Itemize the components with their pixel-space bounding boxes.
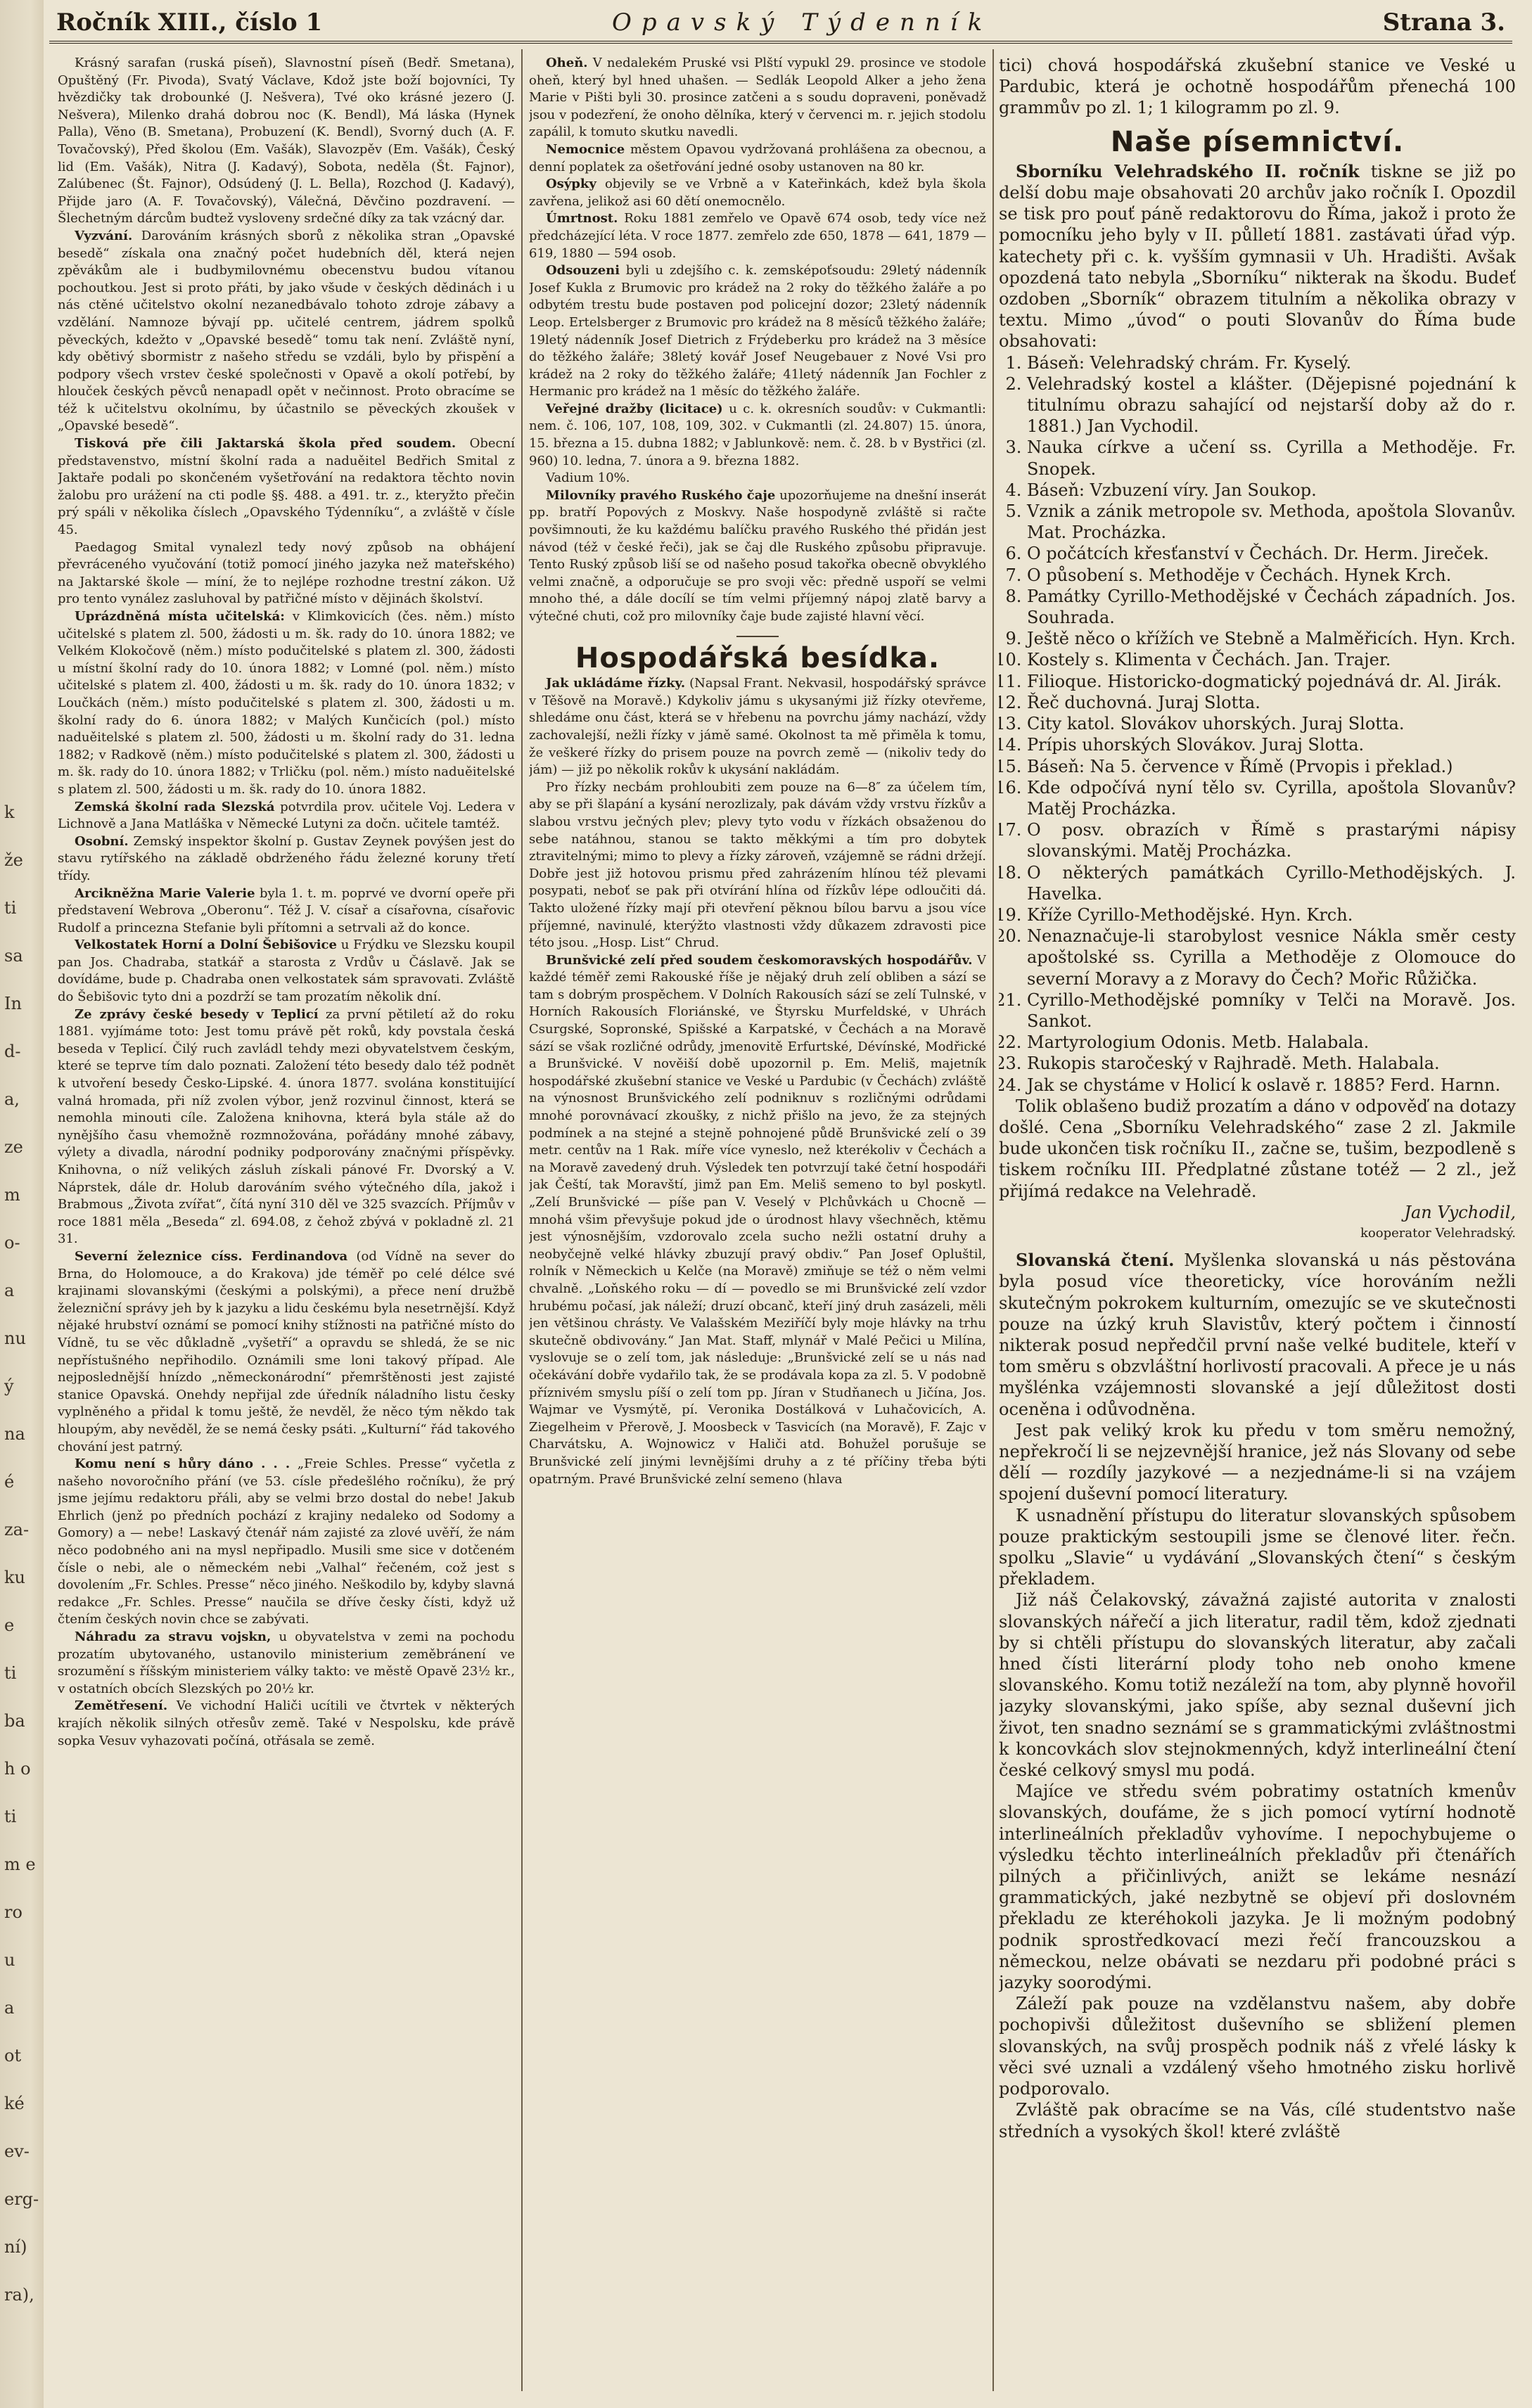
- article-heading: Osobní.: [75, 833, 129, 849]
- article: [58, 1629, 515, 1698]
- volume-issue: Ročník XIII., číslo 1: [56, 8, 323, 37]
- article: [529, 470, 986, 487]
- article-heading: Jak ukládáme řízky.: [546, 676, 686, 691]
- contents-item: 9. Ještě něco o křížích ve Stebně a Malměřicích. Hyn. Krch.: [1027, 628, 1516, 649]
- article-slovanska: [999, 1250, 1516, 2142]
- article-heading: Nemocnice: [546, 141, 625, 157]
- left-margin-strip: [0, 0, 44, 2408]
- article: [58, 608, 515, 799]
- margin-fragment: že: [4, 850, 23, 870]
- article-text: u Frýdku ve Slezsku koupil pan Jos. Chadraba, statkář a starosta z Vrdův u Čáslavě. Jak se dovídáme, bude p. Chadraba onen velkostatek sám spravovati. Zvláště do Šebišovic tyto dni a pozdrží se tam prozatím několik dní.: [58, 937, 515, 1005]
- margin-fragment: o-: [4, 1233, 20, 1253]
- article-text: V nedalekém Pruské vsi Plští vypukl 29. prosince ve stodole oheň, který byl hned uhašen. — Sedlák Leopold Alker a jeho žena Marie v Pišti byli 30. prosince zatčeni a s soudu dopraveni, poněvadž jsou v podezření, že onoho dělníka, který v červenci m. r. jejich stodolu zapálil, k tomuto skutku navedli.: [529, 56, 986, 140]
- article-text: potvrdila prov. učitele Voj. Ledera v Lichnově a Jana Matláška v Německé Lutyni za dočn. učitele tamtéž.: [58, 799, 515, 832]
- article-text: tiskne se již po delší dobu maje obsahovati 20 archův jako ročník I. Opozdil se tisk pro pouť páně redaktorovu do Říma, jakož i proto že pomocníku jeho byly v II. půlletí 1881. zastávati úřad výp. katechety při c. k. vyšším gymnasii v Uh. Hradišti. Avšak opozdená tato nebyla „Sborníku“ nikterak na škodu. Budeť ozdoben „Sborník“ obrazem titulním a několika obrazy v textu. Mimo „úvod“ o pouti Slovanův do Říma bude obsahovati:: [999, 161, 1516, 352]
- article-text: v Klimkovicích (čes. něm.) místo učitelské s platem zl. 500, žádosti u m. šk. rady do 10. února 1882; ve Velkém Klokočově (něm.) místo podučitelské s platem zl. 300, žádosti u místní školní rady do 10. února 1882; v Lomné (pol. něm.) místo učitelské s platem zl. 400, žádosti u m. šk. rady do 10. února 1832; v Loučkách (něm.) místo podučitelské s platem zl. 300, žádosti u m. školní rady do 6. února 1882; v Malých Kunčicích (pol.) místo naduěitelské s platem zl. 500, žádosti u m. školní rady do 31. ledna 1882; v Radkově (něm.) místo podučitelské s platem zl. 300, žádosti u m. šk. rady do 10. února 1882; v Trličku (pol. něm.) místo naduěitelské s platem zl. 500, žádosti u m. šk. rady do 10. února 1882.: [58, 609, 515, 797]
- margin-fragment: ro: [4, 1902, 23, 1922]
- contents-item: 2. Velehradský kostel a klášter. (Dějepisné pojednání k titulnímu obrazu sahající od nejstarší doby až do r. 1881.) Jan Vychodil.: [1027, 373, 1516, 437]
- contents-item: 8. Památky Cyrillo-Methodějské v Čechách západních. Jos. Souhrada.: [1027, 586, 1516, 628]
- margin-fragment: a,: [4, 1089, 20, 1109]
- article-text: byla 1. t. m. poprvé ve dvorní opeře při představení Webrova „Oberonu“. Též J. V. císař a císařovna, císařovic Rudolf a princezna Stefanie byli přítomni a setrvali až do konce.: [58, 885, 515, 935]
- article: [529, 675, 986, 779]
- margin-fragment: ra),: [4, 2285, 34, 2305]
- contents-item: 23. Rukopis staročeský v Rajhradě. Meth. Halabala.: [1027, 1053, 1516, 1074]
- article-text: Jest pak veliký krok ku předu v tom směru nemožný, nepřekročí li se nejzevnější hranice, jež nás Slovany od sebe dělí — rozdíly jazykové — a nezjednáme-li si na vzájem spojení duševní pomocí literatury.: [999, 1420, 1516, 1504]
- article-text: u obyvatelstva v zemi na pochodu prozatím ubytovaného, ustanovilo ministerium zeměbránení ve srozumění s říšským ministeriem války takto: ve městě Opavě 23½ kr., v ostatních obcích Slezských po 20½ kr.: [58, 1629, 515, 1696]
- contents-item: 18. O některých památkách Cyrillo-Methodějských. J. Havelka.: [1027, 862, 1516, 904]
- margin-fragment: nu: [4, 1328, 26, 1348]
- margin-fragment: m e: [4, 1855, 36, 1874]
- margin-fragment: na: [4, 1424, 25, 1444]
- article: [529, 779, 986, 952]
- article: [58, 1006, 515, 1248]
- margin-fragment: ti: [4, 1807, 17, 1826]
- separator: [736, 636, 779, 637]
- margin-fragment: a: [4, 1998, 15, 2018]
- margin-fragment: e: [4, 1615, 15, 1635]
- margin-fragment: ní): [4, 2237, 27, 2257]
- article-heading: Arcikněžna Marie Valerie: [75, 885, 255, 901]
- margin-fragment: In: [4, 994, 22, 1013]
- article: [529, 952, 986, 1488]
- article-heading: Tisková pře čili Jaktarská škola před soudem.: [75, 436, 457, 452]
- margin-fragment: za-: [4, 1520, 30, 1539]
- contents-item: 1. Báseň: Velehradský chrám. Fr. Kyselý.: [1027, 352, 1516, 373]
- article: [58, 1698, 515, 1750]
- article: [529, 262, 986, 401]
- margin-fragment: u: [4, 1950, 15, 1970]
- margin-fragment: ze: [4, 1137, 23, 1157]
- article-heading: Ze zprávy české besedy v Teplicí: [75, 1006, 319, 1022]
- contents-item: 5. Vznik a zánik metropole sv. Methoda, apoštola Slovanův. Mat. Procházka.: [1027, 501, 1516, 543]
- article-heading: Uprázdněná místa učitelská:: [75, 609, 285, 624]
- article-text: Roku 1881 zemřelo ve Opavě 674 osob, tedy více než předcházející léta. V roce 1877. zemřelo zde 650, 1878 — 641, 1879 — 619, 1880 — 594 osob.: [529, 211, 986, 261]
- article-heading: Úmrtnost.: [546, 211, 618, 226]
- article: [58, 228, 515, 435]
- contents-item: 24. Jak se chystáme v Holicí k oslavě r. 1885? Ferd. Harnn.: [1027, 1075, 1516, 1096]
- page-header: [49, 4, 1512, 44]
- margin-fragment: é: [4, 1472, 15, 1492]
- section-heading: Naše písemnictví.: [1110, 125, 1405, 158]
- margin-fragment: m: [4, 1185, 20, 1205]
- article-text: Již náš Čelakovský, závažná zajisté autorita v znalosti slovanských nářečí a jich literatur, radil těm, kdož zjednati by si chtěli přístupu do slovanských literatur, aby začali hned čísti literární plody toho neb onoho kmene slovanského. Komu totiž nezáleží na tom, aby plynně hovořil jazyky slovanskými, jako spíše, aby seznal duševní jich život, ten snadno seznámí se s grammatickými zvláštnostmi k koncovkách slov stejnokmenných, když interlineální čtení české celkový smysl mu podá.: [999, 1590, 1516, 1781]
- contents-item: 20. Nenaznačuje-li starobylost vesnice Nákla směr cesty apoštolské ss. Cyrilla a Methoděje z Olomouce do severní Moravy a z Moravy do Čech? Mořic Růžička.: [1027, 926, 1516, 990]
- article-text: (Napsal Frant. Nekvasil, hospodářský správce v Těšově na Moravě.) Kdykoliv jámu s ukysanými již řízky otevřeme, shledáme onu část, která se v hřebenu na povrchu jámy nachází, vždy zachovalejší, nežli řízky v jámě samé. Okolnost ta mě přiměla k tomu, že veškeré řízky do prisem pouze na povrch země — (nikoliv tedy do jám) — již po několik rokův k ukysání nakládám.: [529, 676, 986, 778]
- article: [529, 401, 986, 470]
- contents-item: 6. O počátcích křesťanství v Čechách. Dr. Herm. Jireček.: [1027, 543, 1516, 564]
- article-text: Darováním krásných sborů z několika stran „Opavské besedě“ získala ona značný počet hudebních děl, která nejen zpěvákům ale i budbymilovnému obecenstvu budou vítanou pochoutkou. Jest si proto přáti, by jako všude v českých dědinách i u nás ctěné učitelstvo okolní nezanedbávalo tohoto zdroje zábavy a vzdělání. Namnoze bývají pp. učitelé centrem, jádrem spolků pěveckých, kdežto v „Opavské besedě“ tomu tak není. Zvláště nyní, kdy obětivý sbormistr z našeho středu se vzdáli, bylo by přispění a podpory všech vrstev české společnosti v Opavě a okolí potřebí, by hlouček českých pěvců nenapadl opět v nečinnost. Proto obracíme se též k učitelstvu okolnímu, by účastnilo se pěveckých zkoušek v „Opavské besedě“.: [58, 228, 515, 434]
- article-text: Krásný sarafan (ruská píseň), Slavnostní píseň (Bedř. Smetana), Opuštěný (Fr. Pivoda), Svatý Václave, Kdož jste boží bojovníci, Ty hvězdičky tak drobounké (J. Nešvera), Tvé oko krásné jezero (J. Nešvera), Milenko drahá dobrou noc (K. Bendl), Má láska (Hynek Palla), Věno (B. Smetana), Probuzení (K. Bendl), Svorný duch (A. F. Tovačovský), Před školou (Em. Vašák), Slavozpěv (Em. Vašák), Český lid (Em. Vašák), Nitra (J. Kadavý), Sobota, neděla (Št. Fajnor), Zalúbenec (Št. Fajnor), Odsúdený (J. L. Bella), Rozchod (J. Kadavý), Přijde jaro (A. F. Tovačovský), Válečná, Děvčino pozdravení. — Šlechetným dárcům budtež vysloveny srdečné díky za tak vzácný dar.: [58, 56, 515, 226]
- article-sbornik: [999, 161, 1516, 352]
- page-number: Strana 3.: [1382, 8, 1505, 37]
- margin-fragment: k: [4, 802, 15, 822]
- article-heading: Zemětřesení.: [75, 1698, 168, 1714]
- contents-item: 15. Báseň: Na 5. července v Římě (Prvopis i překlad.): [1027, 756, 1516, 777]
- margin-fragment: ev-: [4, 2141, 30, 2161]
- article-heading: Veřejné dražby (licitace): [546, 401, 723, 416]
- margin-fragment: ti: [4, 1663, 17, 1683]
- column-rule: [521, 49, 523, 2391]
- article-heading: Oheň.: [546, 56, 588, 70]
- article-text: za první pětiletí až do roku 1881. vyjímáme toto: Jest tomu právě pět roků, kdy povstala česká beseda v Teplicí. Čilý ruch zavládl tehdy mezi obyvatelstvem českým, které se teprve tím dalo poznati. Založení této besedy dalo též podnět k utvoření besedy Česko-Lipské. 4. února 1877. svolána konstituijící valná hromada, při níž zvolen výbor, jenž rozvinul činnost, která se nemohla minouti cíle. Založena knihovna, která byla stále až do nynějšího času vhemožně rozmnožována, pořádány mnohé zábavy, výlety a divadla, národní podniky podporovány značnými příspěvky. Knihovna, o níž velikých zásluh získali pánové Fr. Dvorský a V. Náprstek, dále dr. Holub darováním svého výtečného díla, jakož i Brabmous „Života zvířat“, čítá nyní 310 děl ve 325 svazcích. Příjmův v roce 1881 měla „Beseda“ zl. 694.08, z čehož zbývá v pokladně zl. 21 31.: [58, 1006, 515, 1247]
- article: [58, 937, 515, 1006]
- article-text: V každé téměř zemi Rakouské říše je nějaký druh zelí obliben a sází se tam s dobrým prospěchem. V Dolních Rakousích sází se zelí Tulnské, v Horních Rakousích Floriánské, ve Štyrsku Murfeldské, v Uhrách Csurgské, Sopronské, Spišské a Karpatské, v Čechách a na Moravě sází se však rozličné odrůdy, jmenovitě Erfurtské, Dévínské, Modřické a Brunšvické. V nověiší době upozornil p. Em. Meliš, majetník hospodářské zkušební stanice ve Veské u Pardubic (v Čechách) zvláště na výnosnost Brunšvického zelí podniknuv s rozličnými odrůdami mnohé porovnávací zkoušky, z nichž přišlo na jevo, že za stejných podmínek a na stejné a stejně pohnojené půdě Brunšvické zelí o 39 metr. centův na 1 Rak. míře více vyneslo, než kterékoliv v Čechách a na Moravě zavedený druh. Výsledek ten potvrzují také četní hospodáři jak Čeští, tak Moravští, jimž pan Em. Meliš semeno to byl poskytl. „Zelí Brunšvické — píše pan V. Veselý v Plchůvkách u Chocně — mnohá všim převyšuje pokud jde o úrodnost hlavy všechněch, ktěmu jest výnosnějším, vzdorovalo zcela sucho nežli ostatní druhy a neobyčejně velké hlávky zbuzují pravý obdiv.“ Pan Josef Opluštil, rolník v Německich u Kelče (na Moravě) zmiňuje se též o něm velmi chvalně. „Loňského roku — dí — povedlo se mi Brunšvické zelí vzdor hrubému počasí, jak náleží; druzí obcanč, kteří jiný druh zasázeli, měli jen většinou chrásty. Ve Valašském Meziříčí byly moje hlávky na trhu skutečně obdivovány.“ Jan Mat. Staff, mlynář v Malé Pečici u Milína, vyslovuje se o zelí tom, jak následuje: „Brunšvické zelí se u nás nad očekávání dobře vydařilo tak, že se prodávala kopa za zl. 5. V podobně příznivém smyslu píší o zelí tom pp. Jíran v Studňanech u Jičína, Jos. Wajmar ve Vysmýtě, pí. Veronika Dostálková v Luhačovicích, A. Ziegelheim v Přerově, J. Moosbeck v Tasvicích (na Moravě), F. Zajc v Charvátsku, A. Wojnowicz v Haliči atd. Bohužel porušuje se Brunšvické zelí jinými levnějšími druhy a z té příčiny třeba býti opatrným. Pravé Brunšvické zelní semeno (hlava: [529, 952, 986, 1487]
- article-heading: Milovníky pravého Ruského čaje: [546, 487, 776, 503]
- article-text: Majíce ve středu svém pobratimy ostatních kmenův slovanských, doufáme, že s jich pomocí vytírní hodnotě interlineálních překladův vyhovíme. I nepochybujeme o výsledku těchto interlineálních překladův při čtenářích pilných a přičinlivých, anižt se lekáme nesnází grammatických, jaké nezbytně se objeví při doslovném překladu ze kteréhokoli jazyka. Je li možným podobný podnik sprostředkovací mezi řečí francouzskou a německou, nelze obávati se nezdaru při podobné práci s jazyky soorodými.: [999, 1781, 1516, 1993]
- article: [58, 833, 515, 885]
- margin-fragment: erg-: [4, 2189, 39, 2209]
- article-heading: Velkostatek Horní a Dolní Šebišovice: [75, 937, 337, 953]
- article-text: Zvláště pak obracíme se na Vás, cílé studentstvo naše středních a vysokých škol! které zvláště: [999, 2100, 1516, 2141]
- column-3: [999, 55, 1516, 2397]
- contents-item: 21. Cyrillo-Methodějské pomníky v Telči na Moravě. Jos. Sankot.: [1027, 990, 1516, 1032]
- article: [529, 210, 986, 262]
- contents-item: 22. Martyrologium Odonis. Metb. Halabala.: [1027, 1032, 1516, 1053]
- article: [58, 1456, 515, 1629]
- article: [529, 487, 986, 626]
- article-heading: Slovanská čtení.: [1016, 1250, 1175, 1271]
- margin-fragment: d-: [4, 1042, 21, 1061]
- article-heading: Komu není s hůry dáno . . .: [75, 1456, 291, 1472]
- article-continuation: tici) chová hospodářská zkušební stanice ve Veské u Pardubic, která je ochotně hospodářům přenechá 100 grammův po zl. 1; 1 kilogramm po zl. 9.: [999, 56, 1516, 118]
- article-text: Ve vichodní Haliči ucítili ve čtvrtek v některých krajích několik silných otřesův země. Také v Nespolsku, kde právě sopka Vesuv vyhazovati počíná, otřásala se země.: [58, 1698, 515, 1748]
- article-text: Slovanská čtení. Myšlenka slovanská u nás pěstována byla posud více theoreticky, více horováním nežli skutečným pokrokem kulturním, omezujíc se ve skutečnosti pouze na úzký kruh Slavistův, který počtem i činností nikterak posud nepředčil první naše velké buditele, kteří v tom směru s obzvláštní horlivostí pracovali. A přece je u nás myšlénka vzájemnosti slovanské a její důležitost dosti oceněna i odůvodněna.: [999, 1250, 1516, 1419]
- article: [529, 55, 986, 141]
- article-text: městem Opavou vydržovaná prohlášena za obecnou, a denní poplatek za ošetřování jedné osoby ustanoven na 80 kr.: [529, 141, 986, 174]
- contents-item: 4. Báseň: Vzbuzení víry. Jan Soukop.: [1027, 480, 1516, 501]
- article: [529, 176, 986, 210]
- contents-item: 11. Filioque. Historicko-dogmatický pojednává dr. Al. Jirák.: [1027, 671, 1516, 692]
- article-heading: Severní železnice císs. Ferdinandova: [75, 1248, 348, 1264]
- article-text: u c. k. okresních soudův: v Cukmantli: nem. č. 106, 107, 108, 109, 302. v Cukmantli (zl. 24.807) 15. února, 15. března a 15. dubna 1882; v Jablunkově: nem. č. 28. b v Bystřici (zl. 960) 10. ledna, 7. února a 9. března 1882.: [529, 401, 986, 468]
- article-text: Pro řízky necbám prohloubiti zem pouze na 6—8″ za účelem tím, aby se při šlapání a kysání nerozlizaly, pak dávám vždy vrstvu řízkův a slabou vrstvu ječných plev; plevy tyto vodu v řízkách obsaženou do sebe natáhnou, stanou se takto měkkými a tím pro dobytek ztravitelnými; mimo to plevy a řízky zároveň, vzájemně se rádni držejí. Dobře jest již hotovou prismu před zahrázením hlínou též plevami posypati, neboť se pak při otvírání hlína od řízkův lépe odloučiti dá. Takto uložené řízky mají při otevření pěknou bílou barvu a jsou více příjemné, navinulé, kterýžto vlastnosti vždy důkazem zdravosti pice této jsou. „Hosp. List“ Chrud.: [529, 779, 986, 951]
- article-text: Paedagog Smital vynalezl tedy nový způsob na obhájení převráceného vyučování (totiž pomocí jiného jazyka než mateřského) na Jaktarské škole — míní, že to nejlépe rozhodne trestní zákon. Už pro tento vynález zasluhoval by patřičné místo v dějinách školství.: [58, 539, 515, 607]
- article-text: „Freie Schles. Presse“ vyčetla z našeho novoročního přání (ve 53. císle předešlého ročníku), že prý jsme jejímu redaktoru přáli, aby se velmi brzo dostal do nebe! Jakub Ehrlich (jenž po předních pochází z krajiny nedaleko od Sodomy a Gomory) a — nebe! Laskavý čtenář nám zajisté za zlové uvěří, že nám něco podobného ani na mysl nepřipadlo. Musili sme sice v dotčeném čísle o nebi, ale o německém nebi „Valhal“ řečeném, což jest s dovolením „Fr. Schles. Presse“ něco jiného. Neškodilo by, kdyby slavná redakce „Fr. Schles. Presse“ naučila se dříve česky čísti, když už čtením českých novin chce se zabývati.: [58, 1456, 515, 1627]
- contents-item: 12. Řeč duchovná. Juraj Slotta.: [1027, 692, 1516, 713]
- margin-fragment: ba: [4, 1711, 25, 1731]
- column-2: [529, 55, 986, 2390]
- article: [58, 435, 515, 539]
- article-text: byli u zdejšího c. k. zemsképoťsoudu: 29letý nádenník Josef Kukla z Brumovic pro krádež na 2 roky do těžkého žaláře a po odbytém trestu bude postaven pod policejní dozor; 23letý nádenník Leop. Ertelsberger z Brumovic pro krádež na 8 měsíců těžkého žaláře; 19letý nádenník Josef Dietrich z Frýdeberku pro krádež na 3 měsíce do těžkého žaláře; 38letý kovář Josef Neugebauer z Nové Vsi pro krádež na 2 roky do těžkého žaláře; 41letý nádenník Jan Fochler z Hermanic pro krádež na 1 měsíc do těžkého žaláře.: [529, 263, 986, 399]
- article-text: Obecní představenstvo, místní školní rada a naduěitel Bedřich Smital z Jaktaře podali po skončeném vyšetřování na redaktora těchto novin žalobu pro urážení na cti podle §§. 488. a 491. tr. z., kteryžto přečin prý spáli v několika číslech „Opavského Týdenníku“, a zvláště v čísle 45.: [58, 436, 515, 538]
- article-text: upozorňujeme na dnešní inserát pp. bratří Popových z Moskvy. Naše hospodyně zvláště si račte povšimnouti, že ku každému balíčku pravého Ruského thé přidán jest návod (též v české řeči), jak se čaj dle Ruského způsobu připravuje. Tento Ruský způsob liší se od našeho posud takořka obecně obvyklého velmi značně, a odporučuje se pro svoji věc: předně uspoří se velmi mnoho thé, a dále docílí se tím velmi příjemný nápoj zlatě barvy a výtečné chuti, což pro milovníky čaje bude zajisté hlavní věcí.: [529, 487, 986, 624]
- contents-item: 14. Prípis uhorských Slovákov. Juraj Slotta.: [1027, 734, 1516, 755]
- article-text: objevily se ve Vrbně a v Kateřinkách, kdež byla škola zavřena, jelikož asi 60 dětí onemocnělo.: [529, 177, 986, 209]
- article: [529, 141, 986, 176]
- margin-fragment: a: [4, 1281, 15, 1300]
- article-heading: Náhradu za stravu vojskn,: [75, 1629, 272, 1645]
- section-heading: Hospodářská besídka.: [575, 641, 940, 674]
- contents-list: [999, 352, 1516, 1096]
- contents-item: 17. O posv. obrazích v Římě s prastarými nápisy slovanskými. Matěj Procházka.: [1027, 819, 1516, 862]
- column-1: [58, 55, 515, 2390]
- article-heading: Zemská školní rada Slezská: [75, 799, 275, 814]
- signature: Jan Vychodil,: [1404, 1202, 1516, 1222]
- article: [58, 1248, 515, 1456]
- article-text: Zemský inspektor školní p. Gustav Zeynek povýšen jest do stavu rytířského na základě obdrženého řádu železné koruny třetí třídy.: [58, 833, 515, 883]
- article-heading: Odsouzeni: [546, 263, 620, 278]
- margin-fragment: h o: [4, 1759, 31, 1779]
- margin-fragment: ku: [4, 1568, 25, 1587]
- column-rule: [992, 49, 994, 2391]
- signature-role: kooperator Velehradský.: [1360, 1225, 1516, 1241]
- contents-item: 19. Kříže Cyrillo-Methodějské. Hyn. Krch.: [1027, 904, 1516, 926]
- article: [58, 799, 515, 833]
- article-heading: Brunšvické zelí před soudem českomoravských hospodářův.: [546, 952, 973, 968]
- article-text: Tolik oblašeno budiž prozatím a dáno v odpověď na dotazy došlé. Cena „Sborníku Velehradského“ zase 2 zl. Jakmile bude ukončen tisk ročníku II., začne se, tušim, bezpodleně s tiskem ročníku III. Předplatné zůstane totéž — 2 zl., jež přijímá redakce na Velehradě.: [999, 1096, 1516, 1201]
- article-heading: Sborníku Velehradského II. ročník: [1016, 160, 1360, 181]
- article-text: (od Vídně na sever do Brna, do Holomouce, a do Krakova) jde téměř po celé délce své krajinami slovanskými (českými a polskými), a přece není družbě železniční správy jeh by k jazyku a lidu českému byla nesetrnější. Když nějaké hrubství oznámí se pomocí knihy stížnosti na patřičné místo do Vídně, tu se věc důkladně „vyšetří“ a opravdu se shledá, že se nic nepřístušného nepřihodilo. Oznámili sme loni takový případ. Ale nejposlednější hnízdo „německonárodní“ přemrštěnosti jest zajisté stanice Opavská. Onehdy nepřijal zde úředník náladního listu česky vyplněného a přidal k tomu ještě, že nevděl, že něco tým někdo tak hloupým, aby nevěděl, že se nemá česky psáti. „Kulturní“ řád takového chování jest patrný.: [58, 1248, 515, 1454]
- article-heading: Osýpky: [546, 177, 596, 192]
- article-text: Záleží pak pouze na vzdělanstvu našem, aby dobře pochopivši důležitost duševního se sbližení plemen slovanských, na svůj prospěch podnik náš z vřelé lásky k věci své uznali a vzdálený všeho hmotného zisku horlivě podporovalo.: [999, 1994, 1516, 2099]
- contents-item: 13. City katol. Slovákov uhorských. Juraj Slotta.: [1027, 713, 1516, 734]
- margin-fragment: ot: [4, 2046, 22, 2066]
- article: [58, 885, 515, 937]
- article-text: Vadium 10%.: [546, 470, 630, 486]
- article-text: K usnadnění přístupu do literatur slovanských spůsobem pouze praktickým sestoupili jsme se členové liter. řečn. spolku „Slavie“ u vydávání „Slovanských čtení“ s českým překladem.: [999, 1505, 1516, 1589]
- margin-fragment: ý: [4, 1376, 14, 1396]
- margin-fragment: sa: [4, 946, 23, 966]
- contents-item: 3. Nauka církve a učení ss. Cyrilla a Methoděje. Fr. Snopek.: [1027, 437, 1516, 479]
- contents-item: 16. Kde odpočívá nyní tělo sv. Cyrilla, apoštola Slovanův? Matěj Procházka.: [1027, 777, 1516, 819]
- contents-item: 10. Kostely s. Klimenta v Čechách. Jan. Trajer.: [1027, 649, 1516, 670]
- newspaper-title: Opavský Týdenník: [612, 8, 992, 37]
- contents-item: 7. O působení s. Methoděje v Čechách. Hynek Krch.: [1027, 565, 1516, 586]
- margin-fragment: ké: [4, 2094, 25, 2113]
- margin-fragment: ti: [4, 898, 17, 918]
- article: [58, 55, 515, 228]
- article: [58, 539, 515, 608]
- article-heading: Vyzvání.: [75, 228, 133, 243]
